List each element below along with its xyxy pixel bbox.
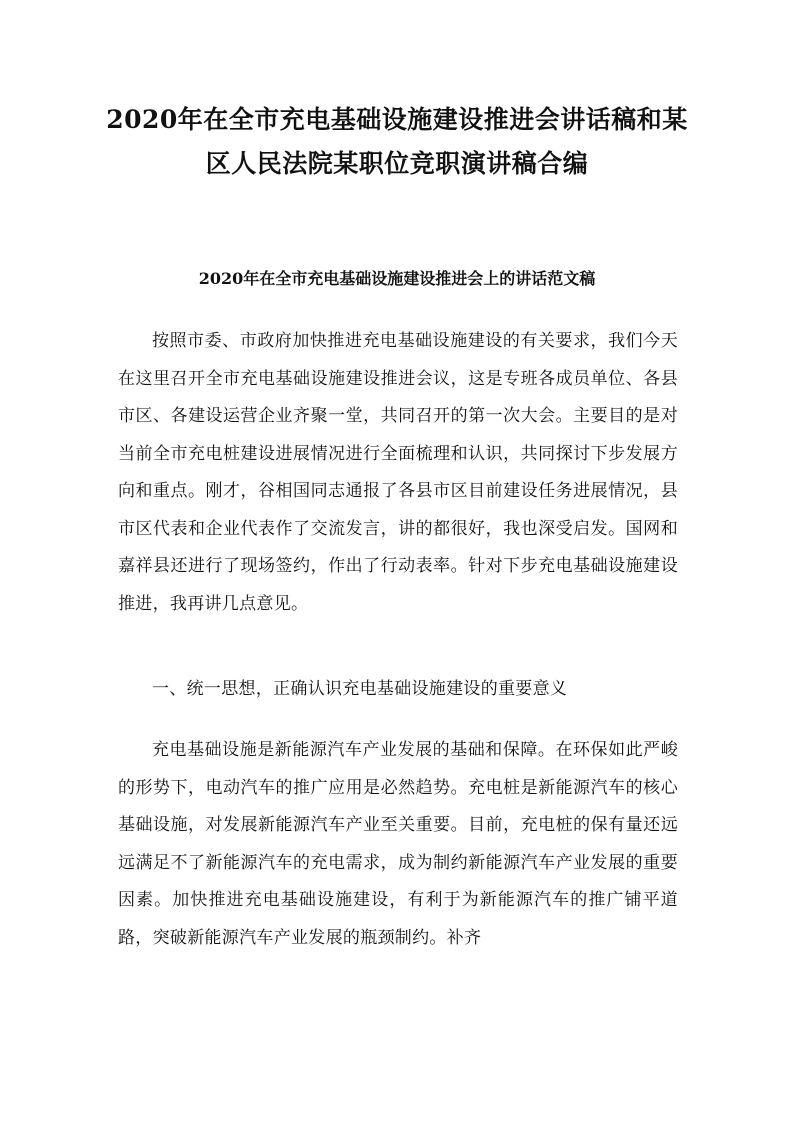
body-paragraph-1: 按照市委、市政府加快推进充电基础设施建设的有关要求，我们今天在这里召开全市充电基础设施建设推进会议，这是专班各成员单位、各县市区、各建设运营企业齐聚一堂，共同召开的第一次大会。主要目的是对当前全市充电桩建设进展情况进行全面梳理和认识，共同探讨下步发展方向和重点。刚才，谷相国同志通报了各县市区目前建设任务进展情况，县市区代表和企业代表作了交流发言，讲的都很好，我也深受启发。国网和嘉祥县还进行了现场签约，作出了行动表率。针对下步充电基础设施建设推进，我再讲几点意见。	[118, 331, 678, 614]
speech-title: 2020年在全市充电基础设施建设推进会上的讲话范文稿	[198, 269, 596, 288]
document-title	[100, 98, 694, 186]
document-title-line-1: 2020年在全市充电基础设施建设推进会讲话稿和某	[106, 105, 688, 134]
document-title-line-2: 区人民法院某职位竞职演讲稿合编	[205, 149, 589, 178]
section-heading-1: 一、统一思想，正确认识充电基础设施建设的重要意义	[152, 679, 568, 699]
body-paragraph-2: 充电基础设施是新能源汽车产业发展的基础和保障。在环保如此严峻的形势下，电动汽车的推广应用是必然趋势。充电桩是新能源汽车的核心基础设施，对发展新能源汽车产业至关重要。目前，充电桩的保有量还远远满足不了新能源汽车的充电需求，成为制约新能源汽车产业发展的重要因素。加快推进充电基础设施建设，有利于为新能源汽车的推广铺平道路，突破新能源汽车产业发展的瓶颈制约。补齐	[118, 740, 678, 948]
